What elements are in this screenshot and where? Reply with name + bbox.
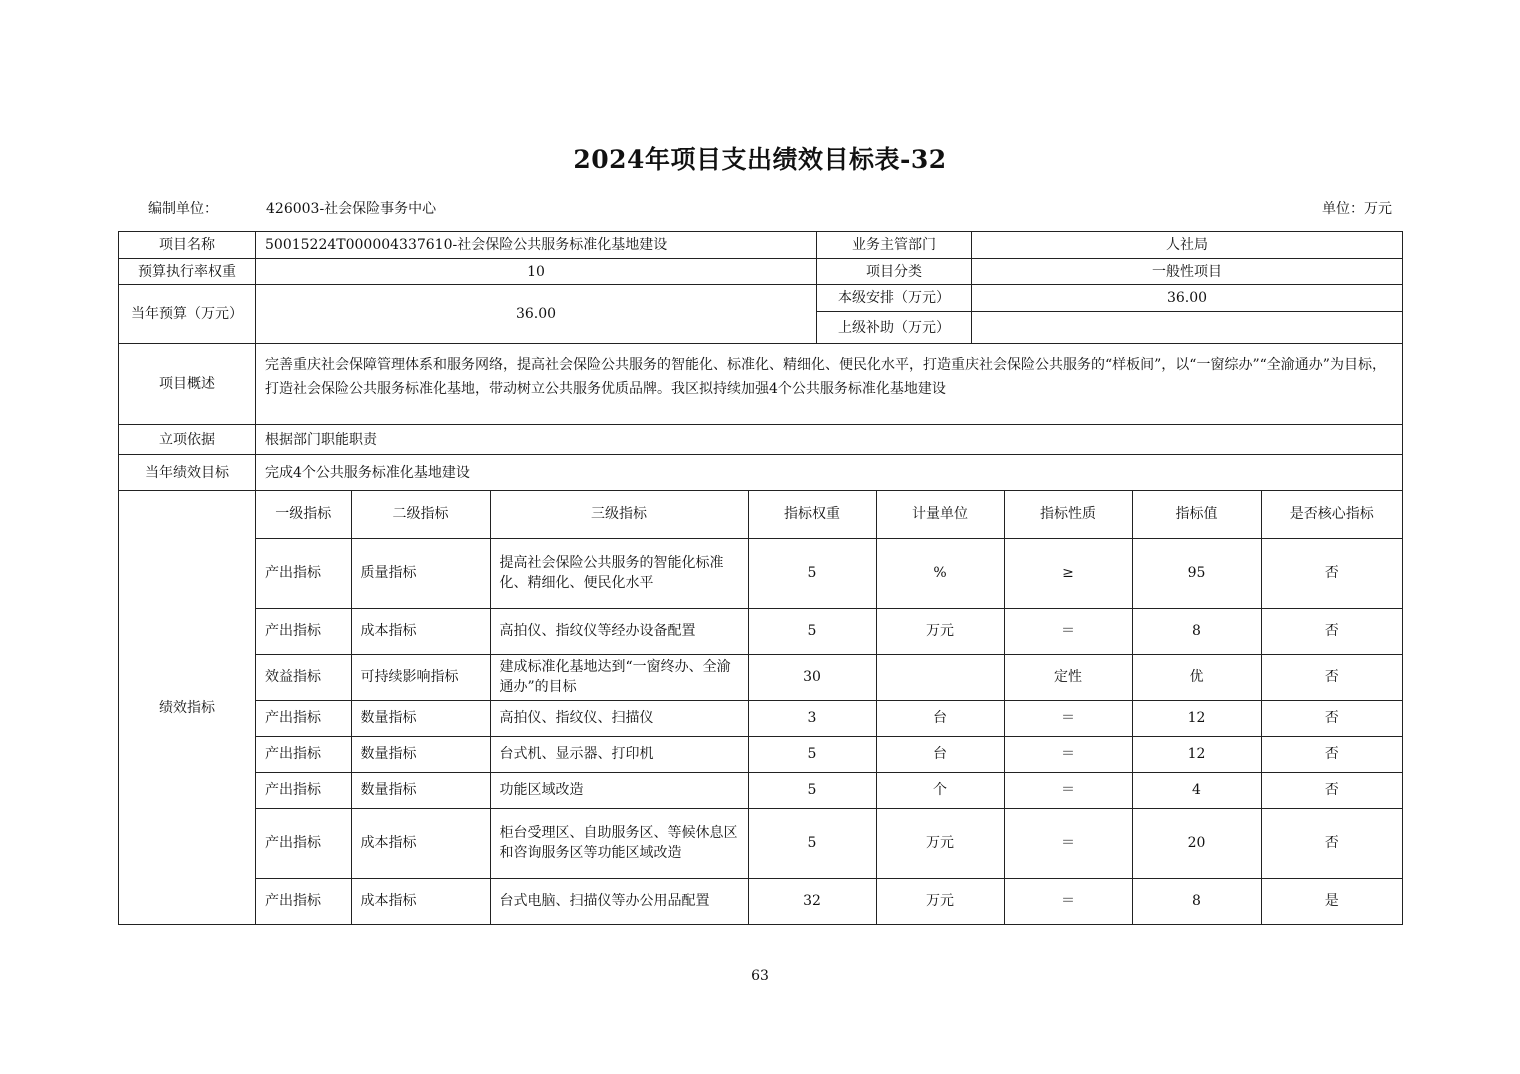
summary-value: 完善重庆社会保障管理体系和服务网络，提高社会保险公共服务的智能化、标准化、精细化、便民化水平，打造重庆社会保险公共服务的“样板间”，以“一窗综办”“全渝通办”为目标，打造社会保险公共服务标准化基地，带动树立公共服务优质品牌。我区拟持续加强4个公共服务标准化基地建设 (256, 344, 1403, 425)
table-row (256, 538, 1402, 608)
cell-value: 12 (1132, 736, 1261, 772)
cell-level1: 产出指标 (256, 608, 351, 654)
indicators-table (256, 491, 1402, 924)
header-core: 是否核心指标 (1261, 491, 1402, 538)
cell-level2: 成本指标 (351, 608, 490, 654)
category-label: 项目分类 (817, 259, 972, 285)
cell-level1: 产出指标 (256, 808, 351, 878)
cell-level3: 柜台受理区、自助服务区、等候休息区和咨询服务区等功能区域改造 (490, 808, 748, 878)
cell-nature: ≥ (1004, 538, 1132, 608)
local-budget-label: 本级安排（万元） (817, 285, 972, 312)
goal-value: 完成4个公共服务标准化基地建设 (256, 455, 1403, 491)
header-level3: 三级指标 (490, 491, 748, 538)
cell-nature: 定性 (1004, 654, 1132, 700)
project-name-value: 50015224T000004337610-社会保险公共服务标准化基地建设 (256, 232, 817, 259)
cell-level1: 产出指标 (256, 772, 351, 808)
cell-level1: 产出指标 (256, 538, 351, 608)
header-value: 指标值 (1132, 491, 1261, 538)
cell-unit: 个 (876, 772, 1004, 808)
header-unit: 计量单位 (876, 491, 1004, 538)
unit-value: 426003-社会保险事务中心 (266, 201, 437, 217)
indicators-header-row (256, 491, 1402, 538)
cell-level3: 建成标准化基地达到“一窗终办、全渝通办”的目标 (490, 654, 748, 700)
unit-label: 编制单位： (148, 201, 218, 217)
cell-unit: 台 (876, 700, 1004, 736)
cell-level1: 产出指标 (256, 700, 351, 736)
cell-nature: ＝ (1004, 772, 1132, 808)
project-name-label: 项目名称 (119, 232, 256, 259)
cell-level2: 数量指标 (351, 700, 490, 736)
cell-level3: 高拍仪、指纹仪、扫描仪 (490, 700, 748, 736)
table-row (256, 808, 1402, 878)
table-row (256, 878, 1402, 924)
cell-unit: 万元 (876, 878, 1004, 924)
cell-level3: 高拍仪、指纹仪等经办设备配置 (490, 608, 748, 654)
goal-label: 当年绩效目标 (119, 455, 256, 491)
dept-label: 业务主管部门 (817, 232, 972, 259)
table-row (256, 736, 1402, 772)
table-row (256, 654, 1402, 700)
page-number: 63 (751, 968, 769, 984)
performance-table (118, 231, 1403, 925)
cell-value: 12 (1132, 700, 1261, 736)
table-row (256, 700, 1402, 736)
cell-value: 20 (1132, 808, 1261, 878)
table-row (256, 772, 1402, 808)
cell-level2: 成本指标 (351, 808, 490, 878)
local-budget-value: 36.00 (972, 285, 1403, 312)
cell-level1: 效益指标 (256, 654, 351, 700)
budget-value: 36.00 (256, 285, 817, 344)
cell-weight: 5 (748, 736, 876, 772)
cell-weight: 5 (748, 608, 876, 654)
weight-label: 预算执行率权重 (119, 259, 256, 285)
cell-weight: 5 (748, 772, 876, 808)
cell-nature: ＝ (1004, 808, 1132, 878)
cell-unit: 台 (876, 736, 1004, 772)
summary-label: 项目概述 (119, 344, 256, 425)
cell-weight: 3 (748, 700, 876, 736)
cell-unit (876, 654, 1004, 700)
budget-label: 当年预算（万元） (119, 285, 256, 344)
cell-unit: % (876, 538, 1004, 608)
weight-value: 10 (256, 259, 817, 285)
cell-unit: 万元 (876, 808, 1004, 878)
cell-weight: 32 (748, 878, 876, 924)
cell-nature: ＝ (1004, 878, 1132, 924)
cell-level1: 产出指标 (256, 736, 351, 772)
header-weight: 指标权重 (748, 491, 876, 538)
cell-core: 否 (1261, 538, 1402, 608)
cell-level3: 功能区域改造 (490, 772, 748, 808)
currency-unit: 单位：万元 (1322, 201, 1392, 217)
header-nature: 指标性质 (1004, 491, 1132, 538)
cell-level3: 台式电脑、扫描仪等办公用品配置 (490, 878, 748, 924)
table-row (256, 608, 1402, 654)
cell-level2: 数量指标 (351, 736, 490, 772)
cell-core: 否 (1261, 772, 1402, 808)
subsidy-value (972, 312, 1403, 344)
cell-nature: ＝ (1004, 608, 1132, 654)
cell-level3: 台式机、显示器、打印机 (490, 736, 748, 772)
cell-value: 8 (1132, 608, 1261, 654)
cell-core: 否 (1261, 808, 1402, 878)
cell-core: 否 (1261, 736, 1402, 772)
page-title: 2024年项目支出绩效目标表-32 (573, 145, 947, 174)
cell-core: 是 (1261, 878, 1402, 924)
cell-level3: 提高社会保险公共服务的智能化标准化、精细化、便民化水平 (490, 538, 748, 608)
dept-value: 人社局 (972, 232, 1403, 259)
cell-value: 95 (1132, 538, 1261, 608)
cell-unit: 万元 (876, 608, 1004, 654)
cell-core: 否 (1261, 608, 1402, 654)
cell-nature: ＝ (1004, 700, 1132, 736)
cell-level2: 可持续影响指标 (351, 654, 490, 700)
cell-core: 否 (1261, 654, 1402, 700)
cell-weight: 5 (748, 808, 876, 878)
cell-level2: 数量指标 (351, 772, 490, 808)
basis-label: 立项依据 (119, 425, 256, 455)
category-value: 一般性项目 (972, 259, 1403, 285)
cell-value: 4 (1132, 772, 1261, 808)
cell-nature: ＝ (1004, 736, 1132, 772)
cell-weight: 5 (748, 538, 876, 608)
basis-value: 根据部门职能职责 (256, 425, 1403, 455)
header-level1: 一级指标 (275, 506, 332, 523)
cell-value: 优 (1132, 654, 1261, 700)
cell-core: 否 (1261, 700, 1402, 736)
header-level2: 二级指标 (351, 491, 490, 538)
cell-level2: 质量指标 (351, 538, 490, 608)
cell-level2: 成本指标 (351, 878, 490, 924)
cell-value: 8 (1132, 878, 1261, 924)
subsidy-label: 上级补助（万元） (817, 312, 972, 344)
cell-level1: 产出指标 (256, 878, 351, 924)
cell-weight: 30 (748, 654, 876, 700)
indicators-section-label: 绩效指标 (119, 491, 256, 925)
